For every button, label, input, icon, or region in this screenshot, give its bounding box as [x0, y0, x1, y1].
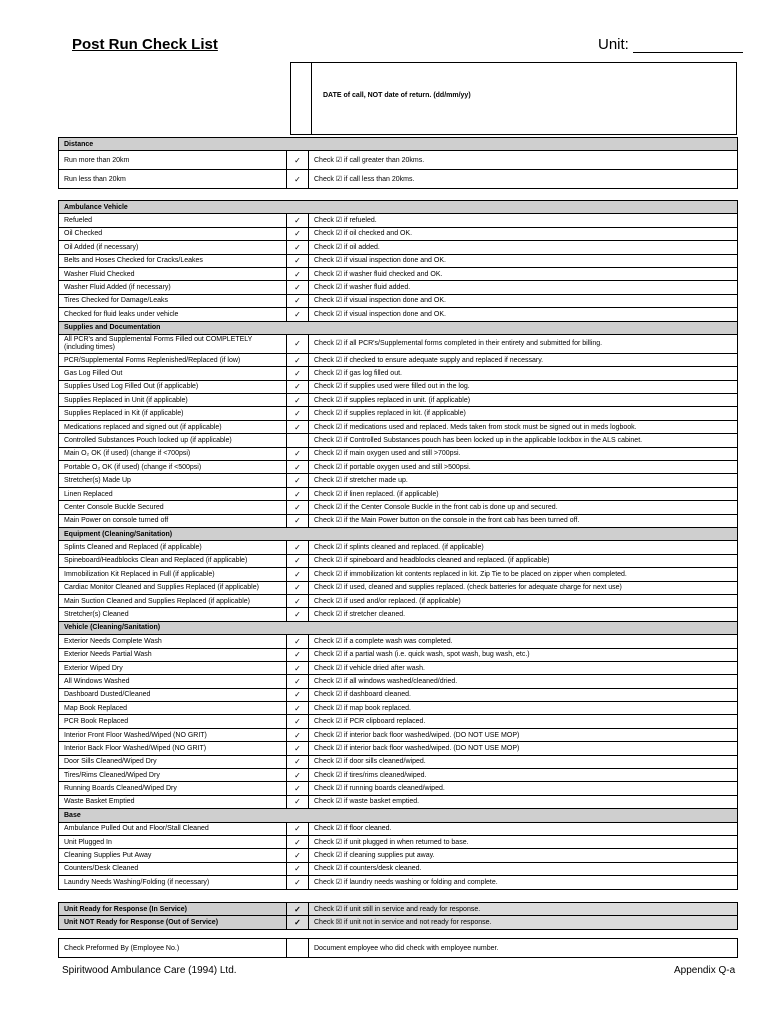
check-item: Exterior Needs Complete Wash — [59, 635, 287, 648]
check-instruction: Check ☑ if oil checked and OK. — [309, 227, 738, 240]
checkbox-cell[interactable]: ✓ — [287, 281, 309, 294]
checklist-row — [59, 227, 738, 240]
check-item: Tires/Rims Cleaned/Wiped Dry — [59, 769, 287, 782]
check-instruction: Check ☑ if running boards cleaned/wiped. — [309, 782, 738, 795]
checklist-row — [59, 554, 738, 567]
checkbox-cell[interactable]: ✓ — [287, 769, 309, 782]
checklist-row — [59, 394, 738, 407]
status-row — [59, 903, 738, 916]
check-item: Laundry Needs Washing/Folding (if necessary) — [59, 876, 287, 889]
check-instruction: Check ☑ if visual inspection done and OK. — [309, 294, 738, 307]
check-item: Medications replaced and signed out (if applicable) — [59, 420, 287, 433]
check-item: Door Sills Cleaned/Wiped Dry — [59, 755, 287, 768]
check-instruction: Check ☑ if tires/rims cleaned/wiped. — [309, 769, 738, 782]
unit-field[interactable] — [598, 36, 743, 53]
checkbox-cell[interactable]: ✓ — [287, 353, 309, 366]
check-instruction: Check ☑ if splints cleaned and replaced. (if applicable) — [309, 541, 738, 554]
section-title: Distance — [59, 138, 738, 151]
check-instruction: Check ☑ if a complete wash was completed. — [309, 635, 738, 648]
checkbox-cell[interactable]: ✓ — [287, 688, 309, 701]
check-item: Refueled — [59, 214, 287, 227]
check-item: Supplies Replaced in Unit (if applicable) — [59, 394, 287, 407]
checklist-row — [59, 675, 738, 688]
check-item: Linen Replaced — [59, 487, 287, 500]
checkbox-cell[interactable]: ✓ — [287, 728, 309, 741]
check-item: Interior Front Floor Washed/Wiped (NO GRIT) — [59, 728, 287, 741]
checklist-row — [59, 267, 738, 280]
check-instruction: Check ☑ if supplies replaced in unit. (if applicable) — [309, 394, 738, 407]
checkbox-cell[interactable]: ✓ — [287, 501, 309, 514]
checkbox-cell[interactable]: ✓ — [287, 648, 309, 661]
checkbox-cell[interactable]: ✓ — [287, 151, 309, 170]
check-instruction: Check ☑ if refueled. — [309, 214, 738, 227]
check-instruction: Check ☑ if counters/desk cleaned. — [309, 862, 738, 875]
checkbox-cell[interactable]: ✓ — [287, 541, 309, 554]
checklist-table — [58, 200, 738, 890]
check-instruction: Check ☑ if oil added. — [309, 241, 738, 254]
checklist-row — [59, 581, 738, 594]
checklist-row — [59, 241, 738, 254]
checklist-row — [59, 461, 738, 474]
checkbox-cell[interactable]: ✓ — [287, 214, 309, 227]
checklist-row — [59, 568, 738, 581]
section-header — [59, 809, 738, 822]
checklist-row — [59, 742, 738, 755]
checkbox-cell[interactable]: ✓ — [287, 742, 309, 755]
check-item: Spineboard/Headblocks Clean and Replaced (if applicable) — [59, 554, 287, 567]
checklist-row — [59, 214, 738, 227]
checkbox-cell[interactable]: ✓ — [287, 170, 309, 189]
check-instruction: Check ☑ if used and/or replaced. (if applicable) — [309, 594, 738, 607]
check-instruction: Check ☑ if visual inspection done and OK. — [309, 254, 738, 267]
footer-company: Spiritwood Ambulance Care (1994) Ltd. — [62, 965, 237, 976]
check-instruction: Check ☑ if immobilization kit contents replaced in kit. Zip Tie to be placed on zipper when completed. — [309, 568, 738, 581]
distance-table — [58, 137, 738, 189]
check-item: Tires Checked for Damage/Leaks — [59, 294, 287, 307]
section-header — [59, 621, 738, 634]
check-instruction: Check ☑ if floor cleaned. — [309, 822, 738, 835]
checklist-row — [59, 702, 738, 715]
check-instruction: Check ☑ if gas log filled out. — [309, 367, 738, 380]
section-title: Base — [59, 809, 738, 822]
checkbox-cell[interactable]: ✓ — [287, 876, 309, 889]
checkbox-cell[interactable]: ✓ — [287, 487, 309, 500]
checklist-row — [59, 755, 738, 768]
check-item: All Windows Washed — [59, 675, 287, 688]
employee-input-cell[interactable] — [287, 939, 309, 958]
check-item: Exterior Needs Partial Wash — [59, 648, 287, 661]
checkbox-cell[interactable]: ✓ — [287, 514, 309, 527]
unit-blank-line[interactable] — [633, 38, 743, 53]
checkbox-cell[interactable]: ✓ — [287, 715, 309, 728]
checkbox-cell[interactable]: ✓ — [287, 903, 309, 916]
checkbox-cell[interactable]: ✓ — [287, 795, 309, 808]
checklist-row — [59, 447, 738, 460]
check-item: Portable O₂ OK (if used) (change if <500psi) — [59, 461, 287, 474]
checklist-row — [59, 635, 738, 648]
check-item: Ambulance Pulled Out and Floor/Stall Cleaned — [59, 822, 287, 835]
date-box[interactable] — [290, 62, 737, 135]
check-instruction: Check ☑ if portable oxygen used and still >500psi. — [309, 461, 738, 474]
check-item: Run less than 20km — [59, 170, 287, 189]
check-instruction: Check ☑ if unit plugged in when returned to base. — [309, 835, 738, 848]
checklist-row — [59, 541, 738, 554]
status-item: Unit Ready for Response (In Service) — [59, 903, 287, 916]
date-note: DATE of call, NOT date of return. (dd/mm/yy) — [323, 92, 471, 99]
checkbox-cell[interactable]: ✓ — [287, 608, 309, 621]
footer-appendix: Appendix Q-a — [674, 965, 736, 976]
check-item: PCR Book Replaced — [59, 715, 287, 728]
unit-label: Unit: — [598, 36, 629, 53]
check-instruction: Check ☑ if medications used and replaced. Meds taken from stock must be signed out in meds logbook. — [309, 420, 738, 433]
check-item: Oil Checked — [59, 227, 287, 240]
check-item: Washer Fluid Checked — [59, 267, 287, 280]
checklist-row — [59, 407, 738, 420]
checkbox-cell[interactable]: ✓ — [287, 367, 309, 380]
checkbox-cell[interactable]: ✓ — [287, 822, 309, 835]
checkbox-cell[interactable]: ✓ — [287, 308, 309, 321]
checklist-row — [59, 367, 738, 380]
checkbox-cell[interactable]: ✓ — [287, 267, 309, 280]
check-item: PCR/Supplemental Forms Replenished/Replaced (if low) — [59, 353, 287, 366]
checkbox-cell[interactable]: ✓ — [287, 568, 309, 581]
checkbox-cell[interactable]: ✓ — [287, 394, 309, 407]
checklist-row — [59, 849, 738, 862]
check-item: Counters/Desk Cleaned — [59, 862, 287, 875]
check-instruction: Check ☑ if PCR clipboard replaced. — [309, 715, 738, 728]
check-item: Stretcher(s) Cleaned — [59, 608, 287, 621]
section-header — [59, 138, 738, 151]
checkbox-cell[interactable]: ✓ — [287, 594, 309, 607]
checklist-row — [59, 308, 738, 321]
date-box-left-cell — [291, 63, 312, 134]
checkbox-cell[interactable]: ✓ — [287, 675, 309, 688]
check-instruction: Check ☑ if the Center Console Buckle in the front cab is done up and secured. — [309, 501, 738, 514]
check-item: Stretcher(s) Made Up — [59, 474, 287, 487]
check-instruction: Check ☑ if interior back floor washed/wiped. (DO NOT USE MOP) — [309, 728, 738, 741]
check-instruction: Check ☑ if supplies replaced in kit. (if applicable) — [309, 407, 738, 420]
checkbox-cell[interactable]: ✓ — [287, 661, 309, 674]
checkbox-cell[interactable]: ✓ — [287, 420, 309, 433]
check-item: Oil Added (if necessary) — [59, 241, 287, 254]
checkbox-cell[interactable]: ✓ — [287, 227, 309, 240]
checklist-row — [59, 434, 738, 447]
check-item: All PCR's and Supplemental Forms Filled out COMPLETELY (including times) — [59, 334, 287, 353]
employee-table — [58, 938, 738, 958]
status-instruction: Check ☒ if unit not in service and not ready for response. — [309, 916, 738, 929]
checklist-row — [59, 608, 738, 621]
status-item: Unit NOT Ready for Response (Out of Service) — [59, 916, 287, 929]
check-instruction: Check ☑ if spineboard and headblocks cleaned and replaced. (if applicable) — [309, 554, 738, 567]
check-item: Checked for fluid leaks under vehicle — [59, 308, 287, 321]
check-item: Main O₂ OK (if used) (change if <700psi) — [59, 447, 287, 460]
checklist-row — [59, 254, 738, 267]
check-item: Belts and Hoses Checked for Cracks/Leakes — [59, 254, 287, 267]
check-instruction: Check ☑ if the Main Power button on the console in the front cab has been turned off. — [309, 514, 738, 527]
check-instruction: Check ☑ if main oxygen used and still >700psi. — [309, 447, 738, 460]
check-instruction: Check ☑ if stretcher cleaned. — [309, 608, 738, 621]
checkbox-cell[interactable]: ✓ — [287, 294, 309, 307]
checkbox-cell[interactable]: ✓ — [287, 447, 309, 460]
checklist-row — [59, 648, 738, 661]
check-instruction: Check ☑ if map book replaced. — [309, 702, 738, 715]
section-title: Equipment (Cleaning/Sanitation) — [59, 527, 738, 540]
status-table — [58, 902, 738, 930]
employee-instruction: Document employee who did check with employee number. — [309, 939, 738, 958]
employee-row — [59, 939, 738, 958]
checkbox-cell[interactable]: ✓ — [287, 334, 309, 353]
checklist-row — [59, 822, 738, 835]
checkbox-cell[interactable]: ✓ — [287, 849, 309, 862]
section-title: Supplies and Documentation — [59, 321, 738, 334]
checkbox-cell[interactable]: ✓ — [287, 862, 309, 875]
check-item: Waste Basket Emptied — [59, 795, 287, 808]
checklist-row — [59, 862, 738, 875]
check-instruction: Check ☑ if interior back floor washed/wiped. (DO NOT USE MOP) — [309, 742, 738, 755]
section-title: Vehicle (Cleaning/Sanitation) — [59, 621, 738, 634]
check-instruction: Check ☑ if waste basket emptied. — [309, 795, 738, 808]
check-instruction: Check ☑ if vehicle dried after wash. — [309, 661, 738, 674]
checkbox-cell[interactable]: ✓ — [287, 554, 309, 567]
check-item: Exterior Wiped Dry — [59, 661, 287, 674]
checkbox-cell[interactable] — [287, 434, 309, 447]
page-title: Post Run Check List — [72, 36, 218, 53]
check-instruction: Check ☑ if used, cleaned and supplies replaced. (check batteries for adequate charge for next use) — [309, 581, 738, 594]
check-instruction: Check ☑ if linen replaced. (if applicable) — [309, 487, 738, 500]
checklist-row — [59, 294, 738, 307]
checklist-row — [59, 170, 738, 189]
check-item: Cardiac Monitor Cleaned and Supplies Replaced (if applicable) — [59, 581, 287, 594]
checklist-row — [59, 769, 738, 782]
check-instruction: Check ☑ if checked to ensure adequate supply and replaced if necessary. — [309, 353, 738, 366]
checklist-row — [59, 795, 738, 808]
check-instruction: Check ☑ if call greater than 20kms. — [309, 151, 738, 170]
checkbox-cell[interactable]: ✓ — [287, 702, 309, 715]
check-instruction: Check ☑ if door sills cleaned/wiped. — [309, 755, 738, 768]
checklist-row — [59, 281, 738, 294]
check-item: Controlled Substances Pouch locked up (if applicable) — [59, 434, 287, 447]
check-item: Cleaning Supplies Put Away — [59, 849, 287, 862]
check-item: Main Suction Cleaned and Supplies Replaced (if applicable) — [59, 594, 287, 607]
checkbox-cell[interactable]: ✓ — [287, 407, 309, 420]
checkbox-cell[interactable]: ✓ — [287, 254, 309, 267]
check-instruction: Check ☑ if washer fluid checked and OK. — [309, 267, 738, 280]
check-instruction: Check ☑ if dashboard cleaned. — [309, 688, 738, 701]
section-header — [59, 321, 738, 334]
section-title: Ambulance Vehicle — [59, 201, 738, 214]
check-instruction: Check ☑ if call less than 20kms. — [309, 170, 738, 189]
employee-item: Check Preformed By (Employee No.) — [59, 939, 287, 958]
checkbox-cell[interactable]: ✓ — [287, 461, 309, 474]
checklist-row — [59, 353, 738, 366]
check-item: Interior Back Floor Washed/Wiped (NO GRIT) — [59, 742, 287, 755]
check-item: Center Console Buckle Secured — [59, 501, 287, 514]
check-item: Splints Cleaned and Replaced (if applicable) — [59, 541, 287, 554]
check-instruction: Check ☑ if Controlled Substances pouch has been locked up in the applicable lockbox in the ALS cabinet. — [309, 434, 738, 447]
checklist-row — [59, 380, 738, 393]
checklist-row — [59, 474, 738, 487]
checkbox-cell[interactable]: ✓ — [287, 782, 309, 795]
checkbox-cell[interactable]: ✓ — [287, 635, 309, 648]
check-instruction: Check ☑ if supplies used were filled out in the log. — [309, 380, 738, 393]
check-item: Immobilization Kit Replaced in Full (if applicable) — [59, 568, 287, 581]
check-item: Run more than 20km — [59, 151, 287, 170]
section-header — [59, 201, 738, 214]
checkbox-cell[interactable]: ✓ — [287, 916, 309, 929]
check-item: Dashboard Dusted/Cleaned — [59, 688, 287, 701]
check-instruction: Check ☑ if all windows washed/cleaned/dried. — [309, 675, 738, 688]
check-instruction: Check ☑ if laundry needs washing or folding and complete. — [309, 876, 738, 889]
check-item: Washer Fluid Added (if necessary) — [59, 281, 287, 294]
checkbox-cell[interactable]: ✓ — [287, 835, 309, 848]
check-instruction: Check ☑ if stretcher made up. — [309, 474, 738, 487]
checklist-row — [59, 661, 738, 674]
status-instruction: Check ☑ if unit still in service and ready for response. — [309, 903, 738, 916]
checklist-row — [59, 151, 738, 170]
check-item: Supplies Replaced in Kit (if applicable) — [59, 407, 287, 420]
checkbox-cell[interactable]: ✓ — [287, 474, 309, 487]
check-instruction: Check ☑ if all PCR's/Supplemental forms completed in their entirety and submitted for billing. — [309, 334, 738, 353]
checklist-row — [59, 514, 738, 527]
checklist-row — [59, 594, 738, 607]
checklist-row — [59, 334, 738, 353]
section-header — [59, 527, 738, 540]
check-item: Unit Plugged In — [59, 835, 287, 848]
checklist-row — [59, 715, 738, 728]
checklist-row — [59, 688, 738, 701]
checklist-row — [59, 501, 738, 514]
check-item: Running Boards Cleaned/Wiped Dry — [59, 782, 287, 795]
check-instruction: Check ☑ if a partial wash (i.e. quick wash, spot wash, bug wash, etc.) — [309, 648, 738, 661]
check-instruction: Check ☑ if washer fluid added. — [309, 281, 738, 294]
checkbox-cell[interactable]: ✓ — [287, 581, 309, 594]
checklist-row — [59, 420, 738, 433]
checklist-row — [59, 487, 738, 500]
checklist-row — [59, 782, 738, 795]
checkbox-cell[interactable]: ✓ — [287, 755, 309, 768]
check-item: Main Power on console turned off — [59, 514, 287, 527]
checklist-row — [59, 728, 738, 741]
check-item: Map Book Replaced — [59, 702, 287, 715]
check-item: Gas Log Filled Out — [59, 367, 287, 380]
checklist-row — [59, 876, 738, 889]
checklist-row — [59, 835, 738, 848]
check-instruction: Check ☑ if cleaning supplies put away. — [309, 849, 738, 862]
checkbox-cell[interactable]: ✓ — [287, 241, 309, 254]
check-item: Supplies Used Log Filled Out (if applicable) — [59, 380, 287, 393]
checkbox-cell[interactable]: ✓ — [287, 380, 309, 393]
check-instruction: Check ☑ if visual inspection done and OK. — [309, 308, 738, 321]
status-row — [59, 916, 738, 929]
